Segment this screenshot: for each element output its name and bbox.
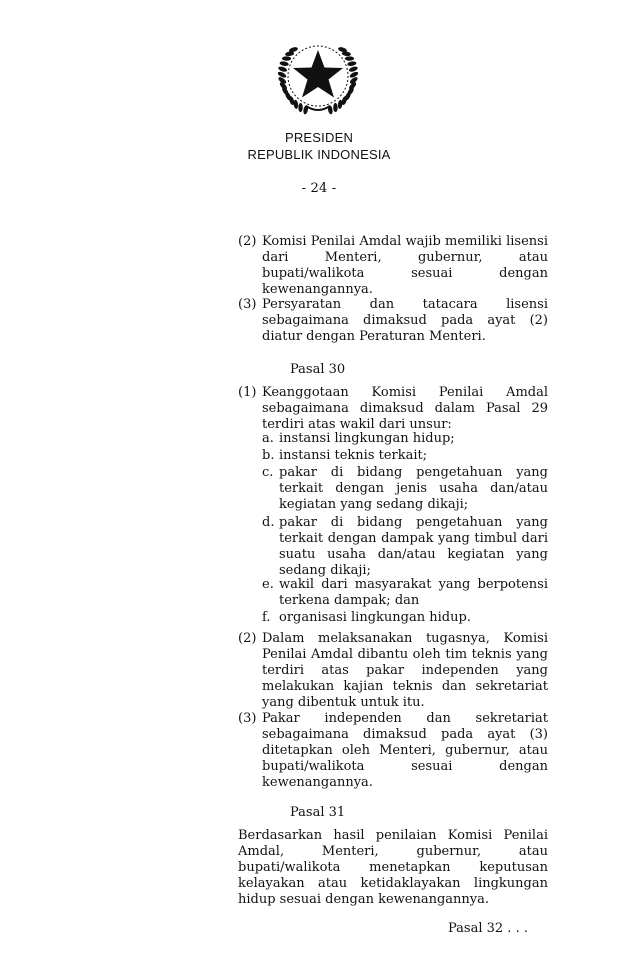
clause-number: (3) — [238, 711, 257, 726]
clause-text: Persyaratan dan tatacara lisensi sebagaimana dimaksud pada ayat (2) diatur dengan Peraturan Menteri. — [262, 297, 548, 344]
wreath-leaf — [282, 56, 291, 61]
subitem-text: pakar di bidang pengetahuan yang terkait dengan jenis usaha dan/atau kegiatan yang sedang dikaji; — [279, 465, 548, 512]
subitem-letter: e. — [262, 577, 274, 592]
subitem-letter: c. — [262, 465, 274, 480]
pasal-31-title: Pasal 31 — [290, 805, 346, 820]
wreath-leaf — [278, 66, 288, 73]
clause-text: Komisi Penilai Amdal wajib memiliki lisensi dari Menteri, gubernur, atau bupati/walikota sesuai dengan kewenangannya. — [262, 234, 548, 297]
wreath-leaf — [277, 71, 287, 79]
subitem-letter: f. — [262, 610, 271, 625]
wreath-leaf — [349, 71, 359, 79]
header-title-line1: PRESIDEN — [284, 130, 354, 145]
clause-number: (3) — [238, 297, 257, 312]
subitem-letter: d. — [262, 515, 275, 530]
garuda-star-wreath-emblem-icon — [276, 34, 360, 118]
clause-number: (2) — [238, 631, 257, 646]
clause-number: (2) — [238, 234, 257, 249]
wreath-leaf — [348, 66, 358, 73]
wreath-leaf — [347, 61, 357, 67]
clause-number: (1) — [238, 385, 257, 400]
wreath-leaf — [345, 56, 354, 61]
subitem-letter: b. — [262, 448, 275, 463]
wreath-leaf — [333, 103, 338, 112]
subitem-text: wakil dari masyarakat yang berpotensi terkena dampak; dan — [279, 577, 548, 608]
continuation-note: Pasal 32 . . . — [448, 921, 528, 936]
page-number: - 24 - — [301, 181, 337, 196]
clause-text: Keanggotaan Komisi Penilai Amdal sebagaimana dimaksud dalam Pasal 29 terdiri atas wakil dari unsur: — [262, 385, 548, 432]
wreath-leaf — [279, 61, 289, 67]
pasal-30-title: Pasal 30 — [290, 362, 346, 377]
subitem-text: instansi lingkungan hidup; — [279, 431, 455, 446]
clause-text: Pakar independen dan sekretariat sebagaimana dimaksud pada ayat (3) ditetapkan oleh Menteri, gubernur, atau bupati/walikota sesuai dengan kewenangannya. — [262, 711, 548, 790]
subitem-letter: a. — [262, 431, 274, 446]
subitem-text: organisasi lingkungan hidup. — [279, 610, 471, 625]
wreath-leaf — [298, 103, 303, 112]
header-title-line2: REPUBLIK INDONESIA — [247, 147, 391, 162]
clause-text: Dalam melaksanakan tugasnya, Komisi Penilai Amdal dibantu oleh tim teknis yang terdiri atas pakar independen yang melakukan kajian teknis dan sekretariat yang dibentuk untuk itu. — [262, 631, 548, 710]
subitem-text: instansi teknis terkait; — [279, 448, 428, 463]
pasal-31-text: Berdasarkan hasil penilaian Komisi Penilai Amdal, Menteri, gubernur, atau bupati/walikota menetapkan keputusan kelayakan atau ketidaklayakan lingkungan hidup sesuai dengan kewenangannya. — [238, 828, 548, 907]
subitem-text: pakar di bidang pengetahuan yang terkait dengan dampak yang timbul dari suatu usaha dan/atau kegiatan yang sedang dikaji; — [279, 515, 548, 578]
